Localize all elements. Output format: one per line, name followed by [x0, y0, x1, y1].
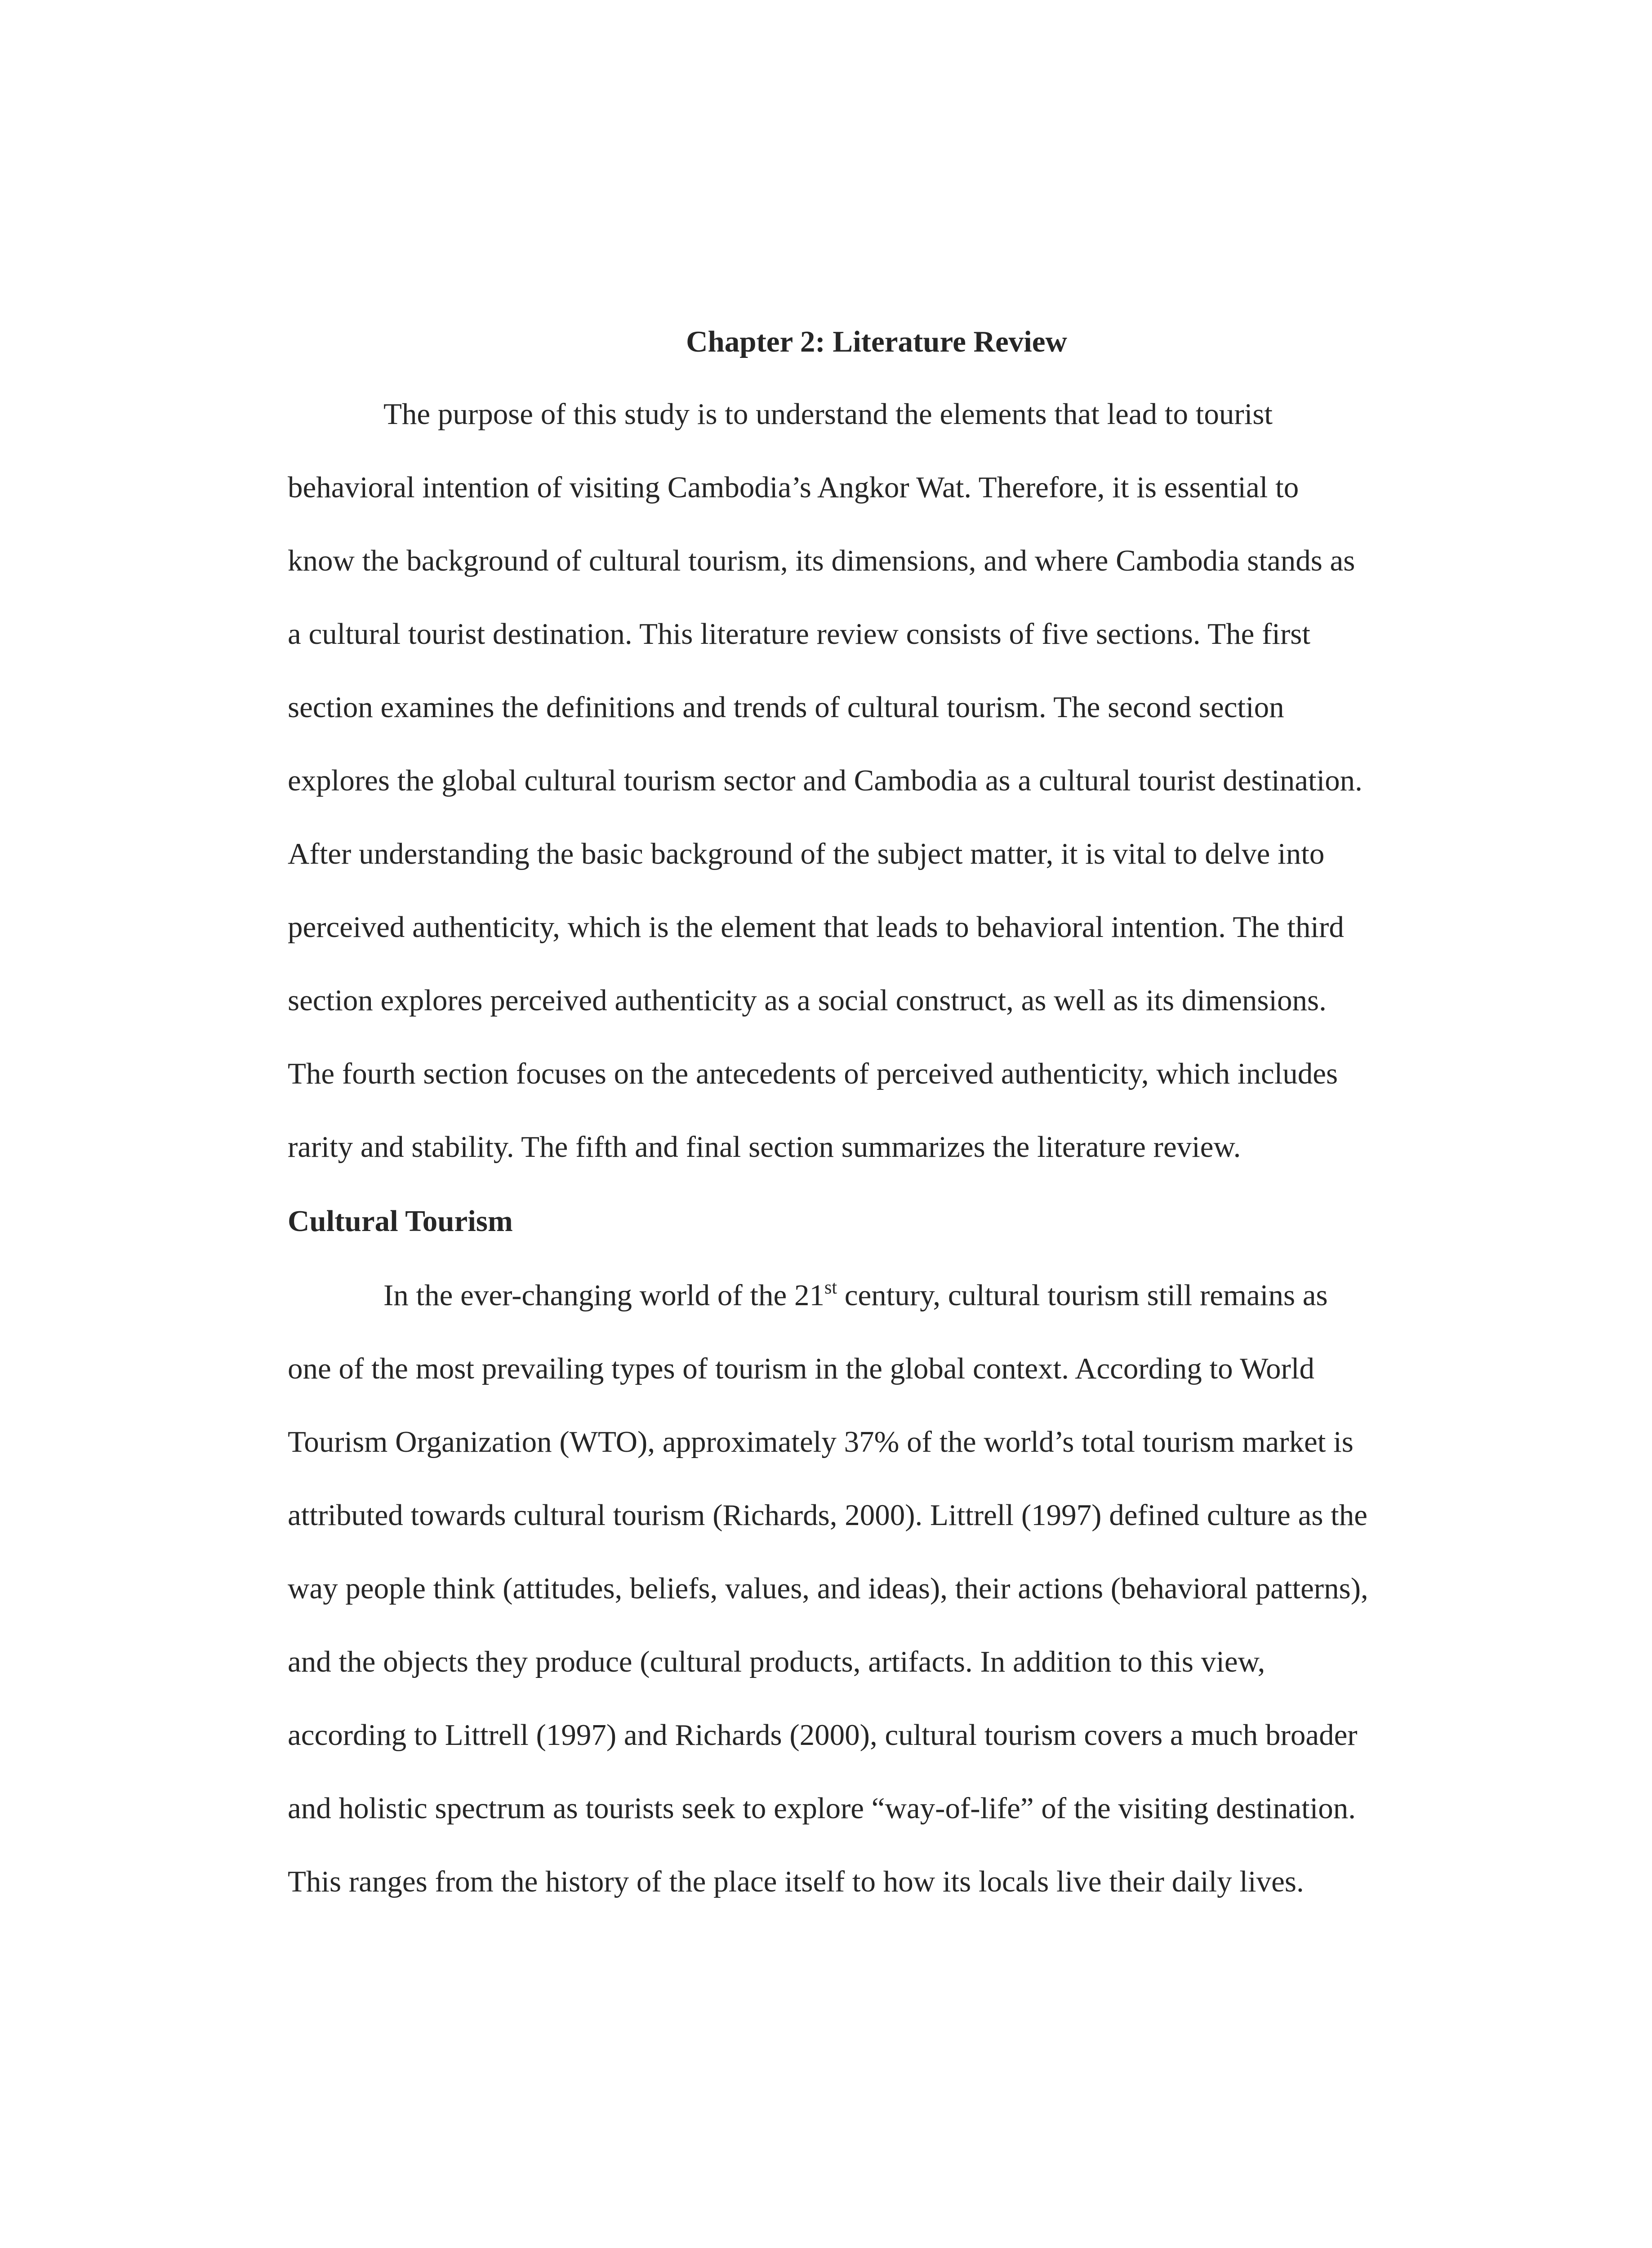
paragraph-line: according to Littrell (1997) and Richards (2000), cultural tourism covers a much broader — [288, 1718, 1358, 1752]
paragraph-line: attributed towards cultural tourism (Richards, 2000). Littrell (1997) defined culture as the — [288, 1499, 1368, 1532]
paragraph-line: way people think (attitudes, beliefs, values, and ideas), their actions (behavioral patterns), — [288, 1572, 1368, 1605]
paragraph-line: The fourth section focuses on the antecedents of perceived authenticity, which includes — [288, 1057, 1338, 1090]
paragraph-line: one of the most prevailing types of tourism in the global context. According to World — [288, 1352, 1314, 1385]
paragraph-line: After understanding the basic background of the subject matter, it is vital to delve into — [288, 837, 1325, 870]
paragraph-line: know the background of cultural tourism, its dimensions, and where Cambodia stands as — [288, 544, 1355, 577]
paragraph-line: behavioral intention of visiting Cambodia’s Angkor Wat. Therefore, it is essential to — [288, 471, 1299, 504]
paragraph-line: This ranges from the history of the place itself to how its locals live their daily lives. — [288, 1865, 1304, 1898]
chapter-title: Chapter 2: Literature Review — [686, 325, 1067, 358]
paragraph-line — [288, 1259, 1465, 1332]
section-heading: Cultural Tourism — [288, 1204, 513, 1238]
intro-paragraph — [288, 378, 1465, 1184]
paragraph-line: rarity and stability. The fifth and final section summarizes the literature review. — [288, 1130, 1241, 1164]
line-text: In the ever-changing world of the 21 — [383, 1279, 824, 1312]
line-text: century, cultural tourism still remains as — [837, 1279, 1328, 1312]
paragraph-line: section examines the definitions and trends of cultural tourism. The second section — [288, 691, 1284, 724]
paragraph-line: and holistic spectrum as tourists seek to explore “way-of-life” of the visiting destination. — [288, 1792, 1356, 1825]
paragraph-line: explores the global cultural tourism sector and Cambodia as a cultural tourist destination. — [288, 764, 1363, 797]
paragraph-line: a cultural tourist destination. This literature review consists of five sections. The first — [288, 617, 1310, 651]
paragraph-line: section explores perceived authenticity as a social construct, as well as its dimensions. — [288, 984, 1327, 1017]
paragraph-line: and the objects they produce (cultural products, artifacts. In addition to this view, — [288, 1645, 1265, 1678]
section-paragraph — [288, 1259, 1465, 1918]
paragraph-line: The purpose of this study is to understand the elements that lead to tourist — [383, 397, 1273, 431]
paragraph-line: Tourism Organization (WTO), approximately 37% of the world’s total tourism market is — [288, 1425, 1354, 1459]
ordinal-superscript: st — [824, 1277, 837, 1298]
paragraph-line: perceived authenticity, which is the element that leads to behavioral intention. The third — [288, 910, 1344, 944]
